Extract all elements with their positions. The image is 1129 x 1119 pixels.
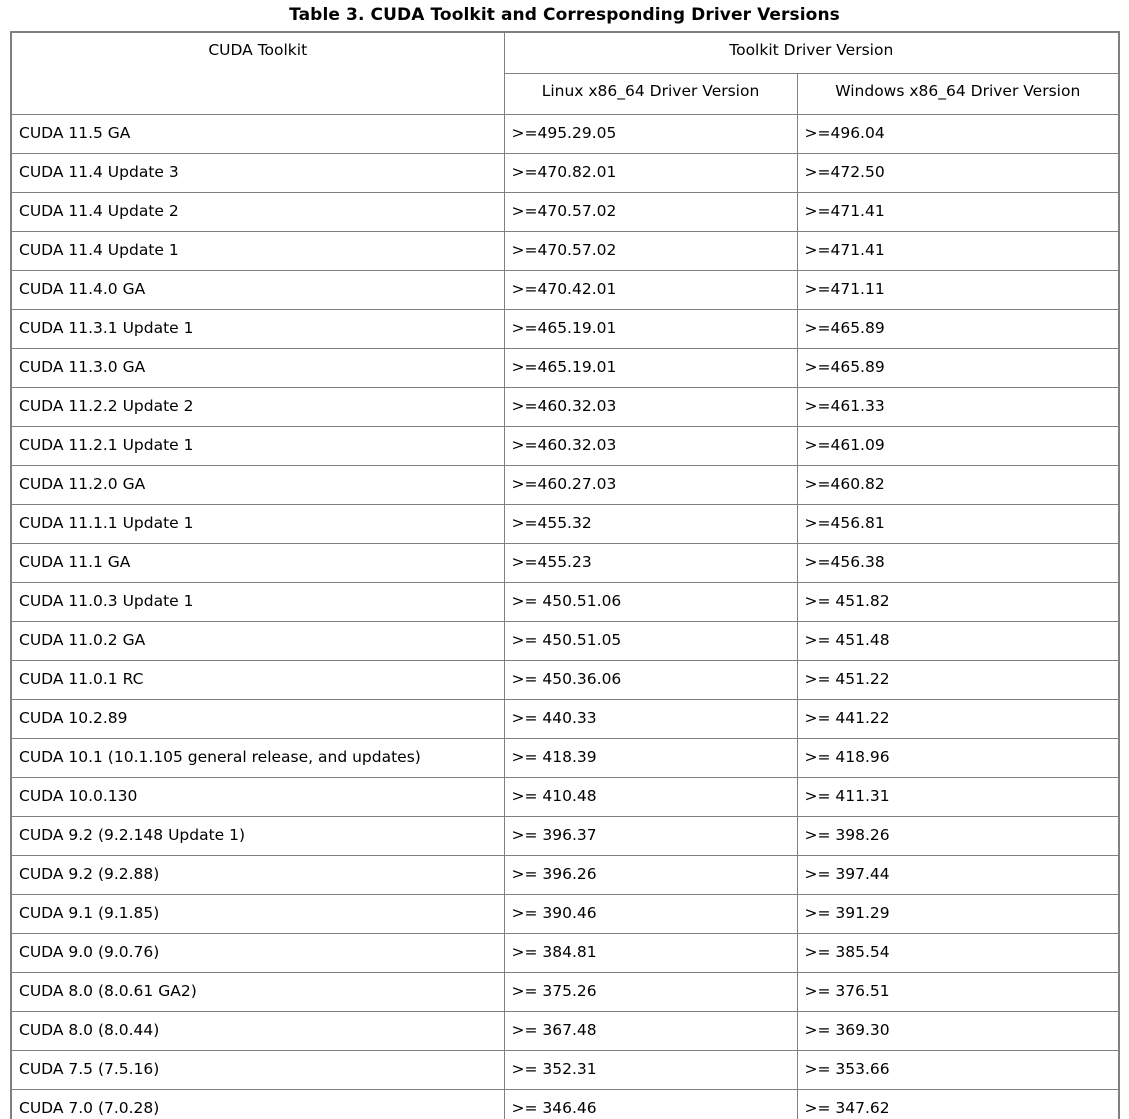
cell-cuda-toolkit: CUDA 9.2 (9.2.148 Update 1) xyxy=(11,816,504,855)
table-row xyxy=(11,543,1119,582)
table-row xyxy=(11,777,1119,816)
cell-windows-driver-version: >= 398.26 xyxy=(797,816,1119,855)
cell-linux-driver-version: >=465.19.01 xyxy=(504,309,797,348)
cell-cuda-toolkit: CUDA 11.2.0 GA xyxy=(11,465,504,504)
table-row xyxy=(11,972,1119,1011)
cell-linux-driver-version: >= 418.39 xyxy=(504,738,797,777)
header-row-group xyxy=(11,32,1119,73)
cell-cuda-toolkit: CUDA 11.4 Update 2 xyxy=(11,192,504,231)
cell-linux-driver-version: >= 375.26 xyxy=(504,972,797,1011)
cell-linux-driver-version: >=460.32.03 xyxy=(504,426,797,465)
cell-windows-driver-version: >=460.82 xyxy=(797,465,1119,504)
table-row xyxy=(11,270,1119,309)
cell-windows-driver-version: >=465.89 xyxy=(797,348,1119,387)
cell-linux-driver-version: >= 410.48 xyxy=(504,777,797,816)
cell-linux-driver-version: >=460.27.03 xyxy=(504,465,797,504)
cell-cuda-toolkit: CUDA 11.0.2 GA xyxy=(11,621,504,660)
cell-windows-driver-version: >= 451.82 xyxy=(797,582,1119,621)
table-caption: Table 3. CUDA Toolkit and Corresponding Driver Versions xyxy=(289,5,840,25)
cell-linux-driver-version: >= 440.33 xyxy=(504,699,797,738)
table-row xyxy=(11,387,1119,426)
cell-cuda-toolkit: CUDA 9.1 (9.1.85) xyxy=(11,894,504,933)
table-row xyxy=(11,582,1119,621)
table-row xyxy=(11,309,1119,348)
cell-windows-driver-version: >=471.41 xyxy=(797,192,1119,231)
cell-cuda-toolkit: CUDA 10.1 (10.1.105 general release, and updates) xyxy=(11,738,504,777)
cell-cuda-toolkit: CUDA 11.1.1 Update 1 xyxy=(11,504,504,543)
table-row xyxy=(11,465,1119,504)
table-row xyxy=(11,1050,1119,1089)
cell-linux-driver-version: >= 450.51.06 xyxy=(504,582,797,621)
cell-linux-driver-version: >= 450.51.05 xyxy=(504,621,797,660)
cell-windows-driver-version: >= 347.62 xyxy=(797,1089,1119,1119)
table-row xyxy=(11,699,1119,738)
cell-linux-driver-version: >= 450.36.06 xyxy=(504,660,797,699)
column-header-windows-driver-version: Windows x86_64 Driver Version xyxy=(797,73,1119,114)
table-row xyxy=(11,504,1119,543)
cell-cuda-toolkit: CUDA 11.1 GA xyxy=(11,543,504,582)
cell-windows-driver-version: >= 441.22 xyxy=(797,699,1119,738)
cell-windows-driver-version: >=465.89 xyxy=(797,309,1119,348)
cell-cuda-toolkit: CUDA 11.4 Update 1 xyxy=(11,231,504,270)
cell-cuda-toolkit: CUDA 8.0 (8.0.44) xyxy=(11,1011,504,1050)
cell-windows-driver-version: >=456.38 xyxy=(797,543,1119,582)
cell-windows-driver-version: >= 391.29 xyxy=(797,894,1119,933)
cell-windows-driver-version: >= 397.44 xyxy=(797,855,1119,894)
cell-linux-driver-version: >= 384.81 xyxy=(504,933,797,972)
cell-cuda-toolkit: CUDA 7.5 (7.5.16) xyxy=(11,1050,504,1089)
cell-linux-driver-version: >= 390.46 xyxy=(504,894,797,933)
cell-linux-driver-version: >= 396.26 xyxy=(504,855,797,894)
cell-windows-driver-version: >= 385.54 xyxy=(797,933,1119,972)
table-row xyxy=(11,192,1119,231)
cell-linux-driver-version: >=460.32.03 xyxy=(504,387,797,426)
cell-cuda-toolkit: CUDA 11.3.1 Update 1 xyxy=(11,309,504,348)
cell-windows-driver-version: >= 369.30 xyxy=(797,1011,1119,1050)
cell-linux-driver-version: >=455.32 xyxy=(504,504,797,543)
table-row xyxy=(11,1011,1119,1050)
column-header-toolkit-driver-version: Toolkit Driver Version xyxy=(504,32,1119,73)
cell-linux-driver-version: >=455.23 xyxy=(504,543,797,582)
cell-windows-driver-version: >= 451.22 xyxy=(797,660,1119,699)
cell-windows-driver-version: >=496.04 xyxy=(797,114,1119,153)
cell-cuda-toolkit: CUDA 11.3.0 GA xyxy=(11,348,504,387)
column-header-cuda-toolkit: CUDA Toolkit xyxy=(11,32,504,114)
cell-cuda-toolkit: CUDA 8.0 (8.0.61 GA2) xyxy=(11,972,504,1011)
cell-linux-driver-version: >=495.29.05 xyxy=(504,114,797,153)
cell-cuda-toolkit: CUDA 11.0.1 RC xyxy=(11,660,504,699)
cell-cuda-toolkit: CUDA 9.2 (9.2.88) xyxy=(11,855,504,894)
table-row xyxy=(11,1089,1119,1119)
table-container xyxy=(0,31,1129,1119)
cell-cuda-toolkit: CUDA 11.2.1 Update 1 xyxy=(11,426,504,465)
cell-windows-driver-version: >=472.50 xyxy=(797,153,1119,192)
cell-windows-driver-version: >=461.09 xyxy=(797,426,1119,465)
cell-cuda-toolkit: CUDA 11.2.2 Update 2 xyxy=(11,387,504,426)
cell-linux-driver-version: >=470.42.01 xyxy=(504,270,797,309)
cell-windows-driver-version: >=456.81 xyxy=(797,504,1119,543)
cell-cuda-toolkit: CUDA 10.2.89 xyxy=(11,699,504,738)
table-row xyxy=(11,933,1119,972)
cell-linux-driver-version: >=465.19.01 xyxy=(504,348,797,387)
table-row xyxy=(11,816,1119,855)
table-row xyxy=(11,621,1119,660)
cell-cuda-toolkit: CUDA 9.0 (9.0.76) xyxy=(11,933,504,972)
cell-windows-driver-version: >=461.33 xyxy=(797,387,1119,426)
cell-windows-driver-version: >=471.11 xyxy=(797,270,1119,309)
cell-linux-driver-version: >=470.57.02 xyxy=(504,192,797,231)
cell-windows-driver-version: >= 411.31 xyxy=(797,777,1119,816)
cell-windows-driver-version: >=471.41 xyxy=(797,231,1119,270)
cell-windows-driver-version: >= 451.48 xyxy=(797,621,1119,660)
table-row xyxy=(11,153,1119,192)
cell-linux-driver-version: >= 346.46 xyxy=(504,1089,797,1119)
table-row xyxy=(11,738,1119,777)
cell-cuda-toolkit: CUDA 11.4 Update 3 xyxy=(11,153,504,192)
column-header-linux-driver-version: Linux x86_64 Driver Version xyxy=(504,73,797,114)
table-row xyxy=(11,348,1119,387)
table-row xyxy=(11,426,1119,465)
cell-cuda-toolkit: CUDA 11.4.0 GA xyxy=(11,270,504,309)
table-header xyxy=(11,32,1119,114)
cell-linux-driver-version: >= 396.37 xyxy=(504,816,797,855)
cell-cuda-toolkit: CUDA 10.0.130 xyxy=(11,777,504,816)
cell-cuda-toolkit: CUDA 7.0 (7.0.28) xyxy=(11,1089,504,1119)
cell-linux-driver-version: >=470.82.01 xyxy=(504,153,797,192)
cell-linux-driver-version: >= 367.48 xyxy=(504,1011,797,1050)
table-row xyxy=(11,855,1119,894)
cell-windows-driver-version: >= 353.66 xyxy=(797,1050,1119,1089)
cell-windows-driver-version: >= 376.51 xyxy=(797,972,1119,1011)
table-row xyxy=(11,114,1119,153)
table-row xyxy=(11,894,1119,933)
table-row xyxy=(11,231,1119,270)
cell-windows-driver-version: >= 418.96 xyxy=(797,738,1119,777)
cell-cuda-toolkit: CUDA 11.0.3 Update 1 xyxy=(11,582,504,621)
cell-linux-driver-version: >= 352.31 xyxy=(504,1050,797,1089)
cuda-driver-version-table xyxy=(10,31,1120,1119)
cell-linux-driver-version: >=470.57.02 xyxy=(504,231,797,270)
table-body xyxy=(11,114,1119,1119)
cell-cuda-toolkit: CUDA 11.5 GA xyxy=(11,114,504,153)
table-row xyxy=(11,660,1119,699)
